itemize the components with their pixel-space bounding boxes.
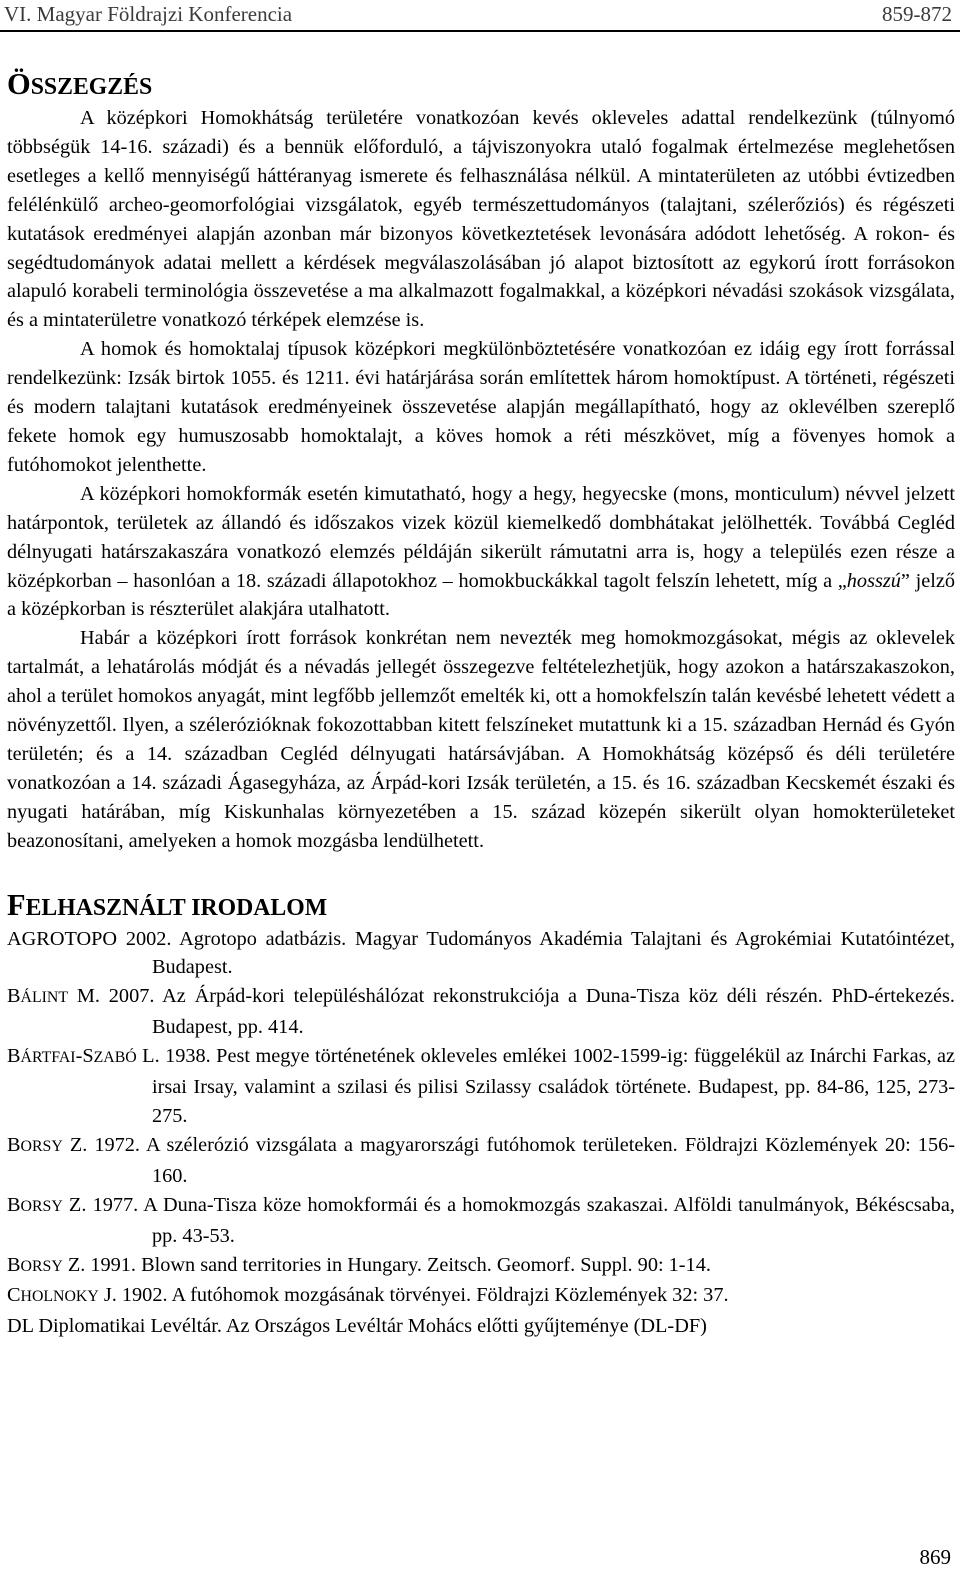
reference-author-second: ZABÓ — [93, 1049, 137, 1067]
reference-item — [7, 1281, 955, 1312]
page-content — [7, 67, 955, 1341]
reference-text: 2002. Agrotopo adatbázis. Magyar Tudományos Akadémia Talajtani és Agrokémiai Kutatóintézet, Budapest. — [117, 927, 955, 979]
reference-author: HOLNOKY — [20, 1288, 99, 1306]
reference-author: ORSY — [20, 1137, 63, 1155]
quote-open: „ — [837, 569, 847, 592]
references-heading-initial: F — [7, 887, 26, 922]
reference-item — [7, 1042, 955, 1131]
reference-author-initial: B — [7, 1045, 21, 1068]
summary-heading — [7, 67, 955, 104]
reference-author: ORSY — [20, 1257, 63, 1275]
reference-author: AGROTOPO — [7, 927, 118, 950]
reference-item — [7, 1312, 955, 1341]
reference-author-initial: B — [7, 1253, 21, 1276]
references-heading-end: IRODALOM — [191, 894, 328, 921]
reference-author: ORSY — [20, 1197, 63, 1215]
summary-paragraph-3-tail: jelző a középkorban is részterület alakjára utalhatott. — [7, 569, 955, 621]
page-number: 869 — [919, 1545, 951, 1569]
reference-item — [7, 1131, 955, 1191]
quote-close: ” — [900, 569, 910, 592]
summary-heading-rest: SSZEGZÉS — [30, 74, 153, 100]
running-header — [0, 0, 960, 32]
reference-item — [7, 1251, 955, 1282]
reference-text: Z. 1991. Blown sand territories in Hungary. Zeitsch. Geomorf. Suppl. 90: 1-14. — [62, 1253, 711, 1276]
reference-author-initial: B — [7, 1193, 21, 1216]
reference-author: ÁLINT — [20, 989, 69, 1007]
reference-item — [7, 1191, 955, 1251]
quoted-term: hosszú — [846, 569, 901, 592]
conference-title: VI. Magyar Földrajzi Konferencia — [4, 2, 293, 26]
reference-author-initial: B — [7, 985, 21, 1008]
reference-item — [7, 925, 955, 983]
references-heading — [7, 888, 955, 925]
reference-text: DL Diplomatikai Levéltár. Az Országos Levéltár Mohács előtti gyűjteménye (DL-DF) — [7, 1315, 707, 1338]
reference-text: Z. 1977. A Duna-Tisza köze homokformái és a homokmozgás szakaszai. Alföldi tanulmányok, Békéscsaba, pp. 43-53. — [62, 1193, 955, 1247]
summary-heading-initial: Ö — [7, 67, 31, 101]
reference-text: Z. 1972. A szélerózió vizsgálata a magyarországi futóhomok területeken. Földrajzi Közlemények 20: 156-160. — [62, 1133, 955, 1187]
summary-paragraph-2: A homok és homoktalaj típusok középkori megkülönböztetésére vonatkozóan ez idáig egy írott forrással rendelkezünk: Izsák birtok 1055. és 1211. évi határjárása során említettek három homoktípust. A történeti, régészeti és modern talajtani kutatások eredményeinek összevetése alapján megállapítható, hogy az oklevélben szereplő fekete homok egy humuszosabb homoktalajt, a köves homok a réti mészkövet, míg a fövenyes homok a futóhomokot jelenthette. — [7, 338, 955, 476]
summary-paragraph-3 — [7, 480, 955, 625]
summary-paragraph-4: Habár a középkori írott források konkrétan nem nevezték meg homokmozgásokat, mégis az oklevelek tartalmát, a lehatárolás módját és a névadás jellegét összegezve feltételezhetjük, hogy azokon a határszakaszokon, ahol a terület homokos anyagát, mint legfőbb jellemzőt emelték ki, ott a homokfelszín talán kevésbé lehetett védett a növényzettől. Ilyen, a szélerózióknak fokozottabban kitett felszíneket mutattunk ki a 15. században Hernád és Gyón területén; és a 14. században Cegléd délnyugati határsávjában. A Homokhátság középső és déli területére vonatkozóan a 14. századi Ágasegyháza, az Árpád-kori Izsák területén, a 15. és 16. században Kecskemét északi és nyugati határában, míg Kiskunhalas környezetében a 15. század közepén sikerült olyan homokterületeket beazonosítani, amelyeken a homok mozgásba lendülhetett. — [7, 627, 955, 852]
reference-author-hyphen: -S — [75, 1045, 94, 1068]
reference-author: ÁRTFAI — [20, 1049, 76, 1067]
reference-author-initial: B — [7, 1133, 21, 1156]
references-heading-mid: ELHASZNÁLT — [25, 894, 192, 921]
reference-author-initial: C — [7, 1284, 21, 1307]
reference-text: M. 2007. Az Árpád-kori településhálózat rekonstrukciója a Duna-Tisza köz déli részén. PhD-értekezés. Budapest, pp. 414. — [68, 985, 955, 1039]
summary-paragraph-3-body: A középkori homokformák esetén kimutatható, hogy a hegy, hegyecske (mons, monticulum) névvel jelzett határpontok, területek az állandó és időszakos vizek közül kiemelkedő dombhátakat jelölhették. Továbbá Cegléd délnyugati határszakaszára vonatkozó elemzés példáján sikerült rámutatni arra is, hogy a település ezen része a középkorban – hasonlóan a 18. századi állapotokhoz – homokbuckákkal tagolt felszín lehetett, míg a — [7, 482, 955, 592]
page-range: 859-872 — [882, 2, 952, 26]
reference-text: L. 1938. Pest megye történetének okleveles emlékei 1002-1599-ig: függelékül az Inárchi Farkas, az irsai Irsay, valamint a szilasi és pilisi Szilassy családok története. Budapest, pp. 84-86, 125, 273-275. — [136, 1045, 955, 1127]
reference-item — [7, 982, 955, 1042]
reference-text: J. 1902. A futóhomok mozgásának törvényei. Földrajzi Közlemények 32: 37. — [98, 1284, 729, 1307]
summary-paragraph-1: A középkori Homokhátság területére vonatkozóan kevés okleveles adattal rendelkezünk (túlnyomó többségük 14-16. századi) és a bennük előforduló, a tájviszonyokra utaló fogalmak értelmezése meglehetősen esetleges a kellő mennyiségű háttéranyag ismerete és felhasználása nélkül. A mintaterületen az utóbbi évtizedben felélénkülő archeo-geomorfológiai vizsgálatok, egyéb természettudományos (talajtani, szélerőziós) és régészeti kutatások eredményei alapján azonban már bizonyos következtetések levonására adódott lehetőség. A rokon- és segédtudományok adatai mellett a kérdések megválaszolásában jó alapot biztosított az egykorú írott forrásokon alapuló korabeli terminológia összevetése a ma alkalmazott fogalmakkal, a középkori névadási szokások vizsgálata, és a mintaterületre vonatkozó térképek elemzése is. — [7, 107, 955, 332]
